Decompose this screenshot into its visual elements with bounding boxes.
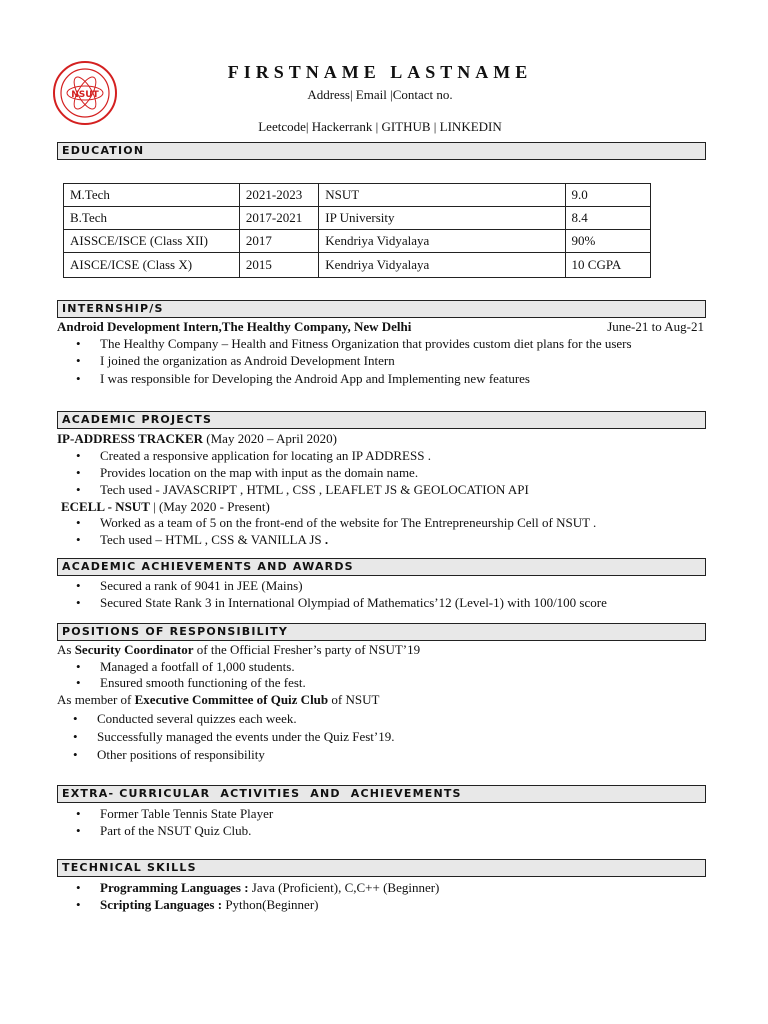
- list-item: • Successfully managed the events under the Quiz Fest’19.: [73, 729, 395, 744]
- candidate-name: FIRSTNAME LASTNAME: [227, 62, 533, 82]
- contact-line: Address| Email |Contact no.: [307, 87, 453, 102]
- bullet-dot-icon: •: [76, 371, 81, 386]
- bullet-dot-icon: •: [76, 880, 81, 895]
- degree-cell: M.Tech: [64, 184, 240, 207]
- internship-heading: INTERNSHIP/S: [57, 300, 706, 318]
- degree-cell: AISCE/ICSE (Class X): [64, 253, 240, 278]
- list-item: • Ensured smooth functioning of the fest.: [76, 675, 306, 690]
- bullet-dot-icon: •: [76, 897, 81, 912]
- list-item: • Worked as a team of 5 on the front-end of the website for The Entrepreneurship Cell of NSUT .: [76, 515, 597, 530]
- list-item: • Tech used – HTML , CSS & VANILLA JS .: [76, 532, 329, 547]
- education-heading: EDUCATION: [57, 142, 706, 160]
- internship-title: Android Development Intern,The Healthy Company, New Delhi: [57, 319, 412, 334]
- project-title: IP-ADDRESS TRACKER (May 2020 – April 2020): [57, 431, 338, 446]
- list-item: • Created a responsive application for locating an IP ADDRESS .: [76, 448, 431, 463]
- list-item: • Scripting Languages : Python(Beginner): [76, 897, 319, 912]
- list-item: • I joined the organization as Android Development Intern: [76, 353, 395, 368]
- position-title: As Security Coordinator of the Official Fresher’s party of NSUT’19: [57, 642, 421, 657]
- project-title: ECELL - NSUT | (May 2020 - Present): [61, 499, 270, 514]
- list-item: • Secured State Rank 3 in International Olympiad of Mathematics’12 (Level-1) with 100/100 score: [76, 595, 607, 610]
- nsut-logo: [52, 60, 118, 126]
- degree-cell: B.Tech: [64, 207, 240, 230]
- internship-dates: June-21 to Aug-21: [607, 319, 704, 334]
- bullet-dot-icon: •: [76, 806, 81, 821]
- institute-cell: IP University: [319, 207, 565, 230]
- skills-heading: TECHNICAL SKILLS: [57, 859, 706, 877]
- bullet-dot-icon: •: [73, 747, 78, 762]
- extracurricular-heading: EXTRA- CURRICULAR ACTIVITIES AND ACHIEVEMENTS: [57, 785, 706, 803]
- bullet-dot-icon: •: [76, 482, 81, 497]
- list-item: • I was responsible for Developing the Android App and Implementing new features: [76, 371, 530, 386]
- list-item: • Other positions of responsibility: [73, 747, 265, 762]
- institute-cell: NSUT: [319, 184, 565, 207]
- bullet-dot-icon: •: [76, 659, 81, 674]
- years-cell: 2021-2023: [239, 184, 318, 207]
- list-item: • Part of the NSUT Quiz Club.: [76, 823, 252, 838]
- list-item: • Secured a rank of 9041 in JEE (Mains): [76, 578, 303, 593]
- table-row: [64, 184, 651, 207]
- bullet-dot-icon: •: [76, 336, 81, 351]
- position-title: As member of Executive Committee of Quiz Club of NSUT: [57, 692, 380, 707]
- projects-heading: ACADEMIC PROJECTS: [57, 411, 706, 429]
- bullet-dot-icon: •: [73, 711, 78, 726]
- table-row: [64, 230, 651, 253]
- list-item: • The Healthy Company – Health and Fitness Organization that provides custom diet plans for the users: [76, 336, 632, 351]
- table-row: [64, 253, 651, 278]
- bullet-dot-icon: •: [76, 823, 81, 838]
- bullet-dot-icon: •: [76, 448, 81, 463]
- bullet-dot-icon: •: [76, 532, 81, 547]
- table-row: [64, 207, 651, 230]
- bullet-dot-icon: •: [76, 578, 81, 593]
- score-cell: 9.0: [565, 184, 650, 207]
- score-cell: 90%: [565, 230, 650, 253]
- institute-cell: Kendriya Vidyalaya: [319, 230, 565, 253]
- bullet-dot-icon: •: [76, 595, 81, 610]
- list-item: • Conducted several quizzes each week.: [73, 711, 297, 726]
- bullet-dot-icon: •: [76, 353, 81, 368]
- profile-links[interactable]: Leetcode| Hackerrank | GITHUB | LINKEDIN: [258, 119, 502, 134]
- svg-text:NSUT: NSUT: [71, 90, 99, 100]
- list-item: • Tech used - JAVASCRIPT , HTML , CSS , LEAFLET JS & GEOLOCATION API: [76, 482, 529, 497]
- degree-cell: AISSCE/ISCE (Class XII): [64, 230, 240, 253]
- education-table: [63, 183, 651, 278]
- list-item: • Managed a footfall of 1,000 students.: [76, 659, 295, 674]
- bullet-dot-icon: •: [73, 729, 78, 744]
- institute-cell: Kendriya Vidyalaya: [319, 253, 565, 278]
- bullet-dot-icon: •: [76, 515, 81, 530]
- list-item: • Programming Languages : Java (Proficient), C,C++ (Beginner): [76, 880, 440, 895]
- list-item: • Provides location on the map with input as the domain name.: [76, 465, 419, 480]
- years-cell: 2017-2021: [239, 207, 318, 230]
- bullet-dot-icon: •: [76, 675, 81, 690]
- score-cell: 10 CGPA: [565, 253, 650, 278]
- score-cell: 8.4: [565, 207, 650, 230]
- list-item: • Former Table Tennis State Player: [76, 806, 274, 821]
- achievements-heading: ACADEMIC ACHIEVEMENTS AND AWARDS: [57, 558, 706, 576]
- positions-heading: POSITIONS OF RESPONSIBILITY: [57, 623, 706, 641]
- years-cell: 2015: [239, 253, 318, 278]
- years-cell: 2017: [239, 230, 318, 253]
- bullet-dot-icon: •: [76, 465, 81, 480]
